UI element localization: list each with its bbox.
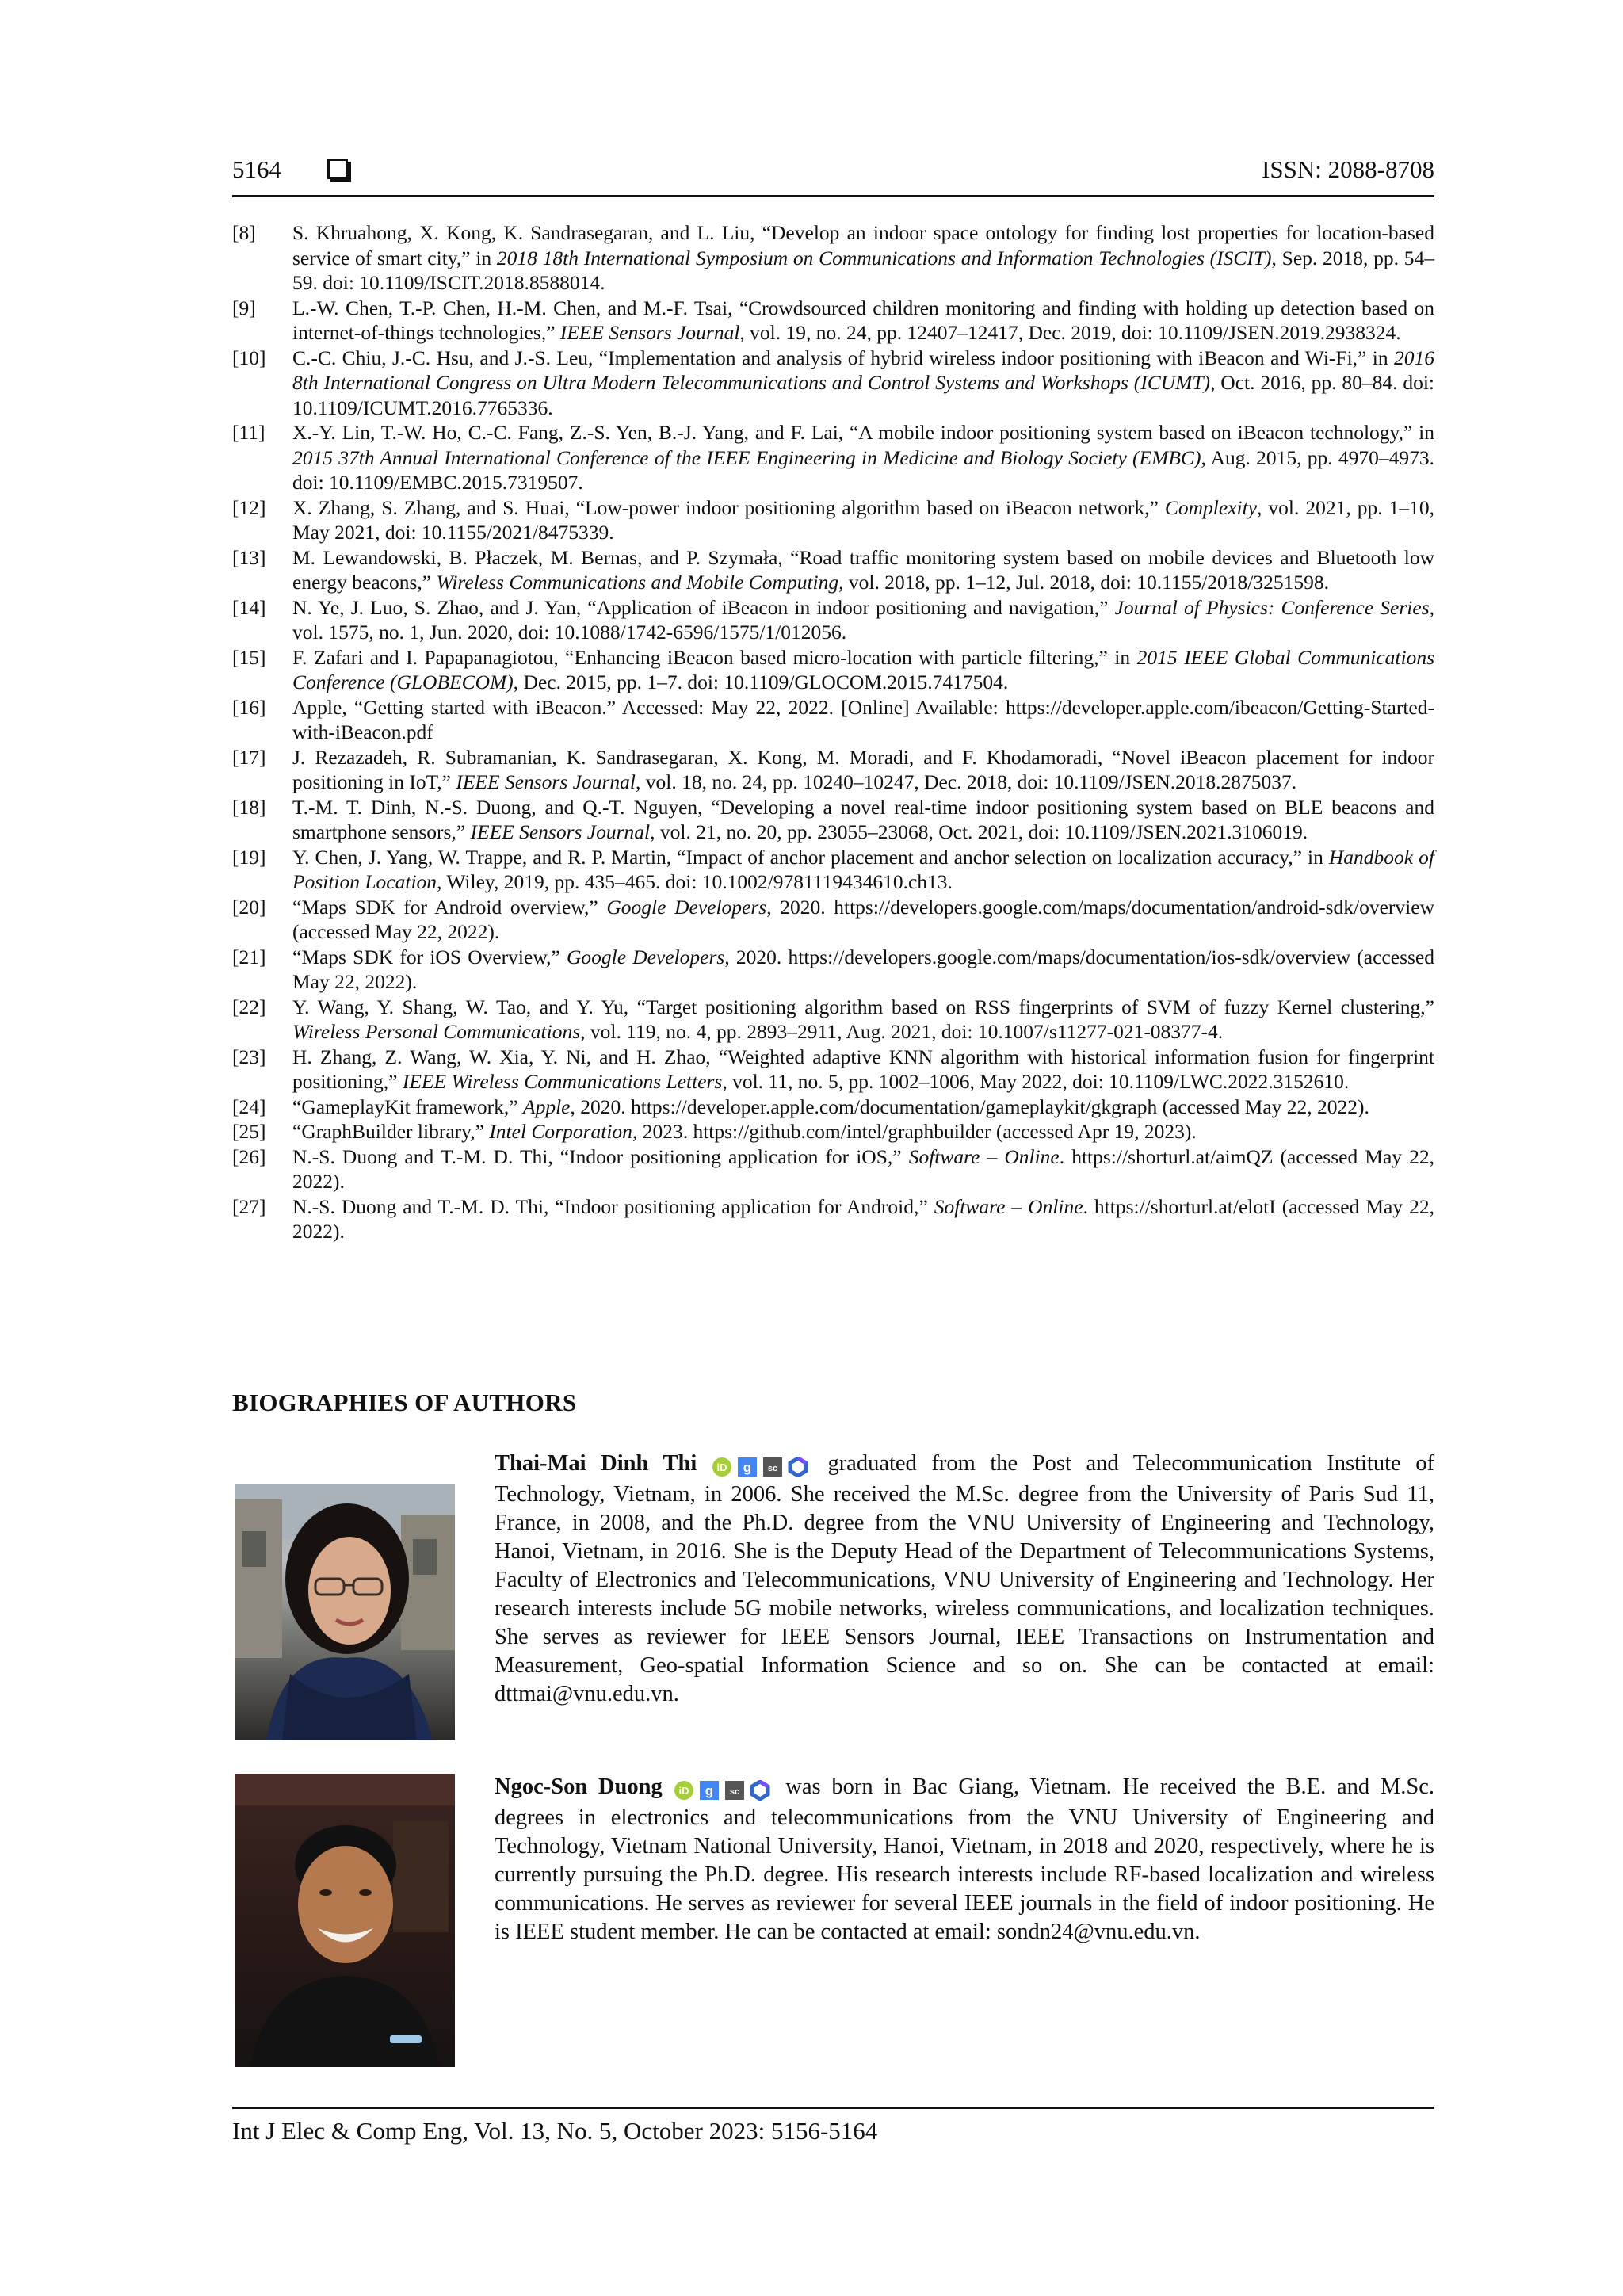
author-photo-thai-mai: [235, 1484, 455, 1740]
footer-citation: Int J Elec & Comp Eng, Vol. 13, No. 5, October 2023: 5156-5164: [232, 2117, 878, 2145]
reference-number: [19]: [232, 845, 266, 869]
publons-icon[interactable]: [788, 1457, 808, 1477]
reference-number: [15]: [232, 645, 266, 669]
reference-text: T.-M. T. Dinh, N.-S. Duong, and Q.-T. Nguyen, “Developing a novel real-time indoor positioning system based on BLE beacons and smartphone sensors,”: [292, 795, 1434, 843]
reference-item: [232, 1045, 1434, 1095]
reference-text: X. Zhang, S. Zhang, and S. Huai, “Low-power indoor positioning algorithm based on iBeacon network,”: [292, 495, 1165, 519]
reference-text: , vol. 119, no. 4, pp. 2893–2911, Aug. 2021, doi: 10.1007/s11277-021-08377-4.: [580, 1020, 1224, 1043]
reference-text: , vol. 19, no. 24, pp. 12407–12417, Dec. 2019, doi: 10.1109/JSEN.2019.2938324.: [739, 321, 1401, 344]
reference-list: [232, 220, 1434, 1244]
reference-venue: Journal of Physics: Conference Series: [1114, 595, 1430, 619]
reference-number: [8]: [232, 221, 256, 244]
reference-text: , Wiley, 2019, pp. 435–465. doi: 10.1002/9781119434610.ch13.: [437, 870, 953, 893]
reference-text: N.-S. Duong and T.-M. D. Thi, “Indoor positioning application for Android,”: [292, 1194, 934, 1218]
reference-venue: Wireless Communications and Mobile Computing: [436, 571, 839, 594]
portrait-woman-illustration: [235, 1484, 455, 1740]
reference-text: . https://shorturl.at/elotI (accessed May 22, 2022).: [292, 1194, 1434, 1243]
reference-text: F. Zafari and I. Papapanagiotou, “Enhancing iBeacon based micro-location with particle filtering,” in: [292, 645, 1137, 669]
reference-venue: 2015 IEEE Global Communications Conference (GLOBECOM): [292, 645, 1434, 693]
reference-text: , vol. 1575, no. 1, Jun. 2020, doi: 10.1088/1742-6596/1575/1/012056.: [292, 595, 1434, 644]
orcid-icon[interactable]: [674, 1780, 694, 1801]
reference-venue: IEEE Sensors Journal: [456, 770, 636, 793]
reference-text: J. Rezazadeh, R. Subramanian, K. Sandrasegaran, X. Kong, M. Moradi, and F. Khodamoradi, “Novel iBeacon placement for indoor positioning in IoT,”: [292, 745, 1434, 793]
scopus-icon[interactable]: [724, 1780, 745, 1801]
reference-item: [232, 420, 1434, 495]
reference-item: [232, 495, 1434, 545]
reference-number: [20]: [232, 895, 266, 919]
reference-item: [232, 845, 1434, 895]
reference-number: [17]: [232, 745, 266, 769]
reference-text: “GraphBuilder library,”: [292, 1120, 490, 1143]
author-bio-text: was born in Bac Giang, Vietnam. He received the B.E. and M.Sc. degrees in electronics and telecommunications from the VNU University of Engineering and Technology, Vietnam National University, Hanoi, Vietnam, in 2018 and 2020, respectively, where he is currently pursuing the Ph.D. degree. His research interests include RF-based localization and wireless communications. He serves as reviewer for several IEEE journals in the field of indoor positioning. He is IEEE student member. He can be contacted at email: sondn24@vnu.edu.vn.: [495, 1775, 1434, 1944]
reference-number: [23]: [232, 1045, 266, 1068]
reference-text: , 2023. https://github.com/intel/graphbuilder (accessed Apr 19, 2023).: [632, 1120, 1197, 1143]
reference-item: [232, 745, 1434, 795]
profile-icons: [674, 1775, 775, 1804]
reference-number: [22]: [232, 995, 266, 1018]
reference-venue: Software – Online: [908, 1144, 1060, 1168]
reference-item: [232, 945, 1434, 995]
author-bio-text: graduated from the Post and Telecommunication Institute of Technology, Vietnam, in 2006. She received the M.Sc. degree from the University of Paris Sud 11, France, in 2008, and the Ph.D. degree from the VNU University of Engineering and Technology, Hanoi, Vietnam, in 2016. She is the Deputy Head of the Department of Telecommunications Systems, Faculty of Electronics and Telecommunications, VNU University of Engineering and Technology. Her research interests include 5G mobile networks, wireless communications, and localization techniques. She serves as reviewer for IEEE Sensors Journal, IEEE Transactions on Instrumentation and Measurement, Geo-spatial Information Science and so on. She can be contacted at email: dttmai@vnu.edu.vn.: [495, 1451, 1434, 1706]
reference-number: [11]: [232, 421, 265, 444]
reference-text: Y. Wang, Y. Shang, W. Tao, and Y. Yu, “Target positioning algorithm based on RSS fingerprints of SVM of fuzzy Kernel clustering,”: [292, 995, 1434, 1018]
svg-text:g: g: [743, 1460, 752, 1476]
reference-number: [9]: [232, 296, 256, 319]
reference-text: , 2020. https://developers.google.com/maps/documentation/android-sdk/overview (accessed May 22, 2022).: [292, 895, 1434, 943]
reference-venue: IEEE Sensors Journal: [470, 820, 651, 843]
svg-text:iD: iD: [716, 1461, 727, 1474]
reference-item: [232, 795, 1434, 845]
reference-text: , vol. 18, no. 24, pp. 10240–10247, Dec. 2018, doi: 10.1109/JSEN.2018.2875037.: [635, 770, 1297, 793]
reference-item: [232, 220, 1434, 296]
reference-text: , vol. 11, no. 5, pp. 1002–1006, May 2022, doi: 10.1109/LWC.2022.3152610.: [722, 1070, 1350, 1093]
page-number: 5164: [232, 155, 281, 183]
reference-venue: Apple: [523, 1095, 571, 1118]
reference-venue: 2015 37th Annual International Conference of the IEEE Engineering in Medicine and Biology Society (EMBC): [292, 445, 1201, 469]
reference-text: M. Lewandowski, B. Płaczek, M. Bernas, and P. Szymała, “Road traffic monitoring system based on mobile devices and Bluetooth low energy beacons,”: [292, 545, 1434, 594]
reference-item: [232, 695, 1434, 745]
author-bio-1: [495, 1450, 1434, 1709]
reference-text: , Sep. 2018, pp. 54–59. doi: 10.1109/ISCIT.2018.8588014.: [292, 246, 1434, 294]
reference-item: [232, 595, 1434, 645]
page-header: [232, 155, 1434, 197]
reference-item: [232, 1119, 1434, 1144]
scopus-icon[interactable]: [762, 1457, 783, 1477]
reference-text: “Maps SDK for Android overview,”: [292, 895, 607, 919]
google-scholar-icon[interactable]: [737, 1457, 758, 1477]
reference-venue: IEEE Sensors Journal: [559, 321, 740, 344]
google-scholar-icon[interactable]: [699, 1780, 720, 1801]
reference-number: [18]: [232, 795, 266, 819]
reference-text: L.-W. Chen, T.-P. Chen, H.-M. Chen, and M.-F. Tsai, “Crowdsourced children monitoring and finding with holding up detection based on internet-of-things technologies,”: [292, 296, 1434, 344]
reference-venue: 2018 18th International Symposium on Communications and Information Technologies (ISCIT): [496, 246, 1272, 269]
reference-venue: Google Developers: [566, 945, 725, 968]
svg-text:g: g: [705, 1783, 713, 1799]
reference-item: [232, 1194, 1434, 1244]
reference-number: [14]: [232, 595, 266, 619]
reference-text: Apple, “Getting started with iBeacon.” Accessed: May 22, 2022. [Online] Available: https://developer.apple.com/ibeacon/Getting-Started-with-iBeacon.pdf: [292, 695, 1434, 743]
reference-venue: IEEE Wireless Communications Letters: [402, 1070, 723, 1093]
issn: ISSN: 2088-8708: [1262, 155, 1434, 183]
author-photo-ngoc-son: [235, 1774, 455, 2067]
reference-text: , 2020. https://developer.apple.com/documentation/gameplaykit/gkgraph (accessed May 22, 2022).: [570, 1095, 1369, 1118]
reference-text: , Aug. 2015, pp. 4970–4973. doi: 10.1109/EMBC.2015.7319507.: [292, 445, 1434, 494]
reference-item: [232, 1144, 1434, 1194]
reference-venue: Handbook of Position Location: [292, 845, 1434, 893]
reference-text: N.-S. Duong and T.-M. D. Thi, “Indoor positioning application for iOS,”: [292, 1144, 909, 1168]
reference-number: [13]: [232, 545, 266, 569]
reference-item: [232, 346, 1434, 421]
svg-text:sc: sc: [767, 1464, 777, 1474]
orcid-icon[interactable]: [712, 1457, 732, 1477]
svg-text:iD: iD: [678, 1785, 689, 1797]
square-bullet-icon: [327, 159, 348, 179]
reference-item: [232, 1095, 1434, 1120]
reference-text: “GameplayKit framework,”: [292, 1095, 523, 1118]
reference-text: “Maps SDK for iOS Overview,”: [292, 945, 567, 968]
reference-number: [12]: [232, 495, 266, 519]
reference-number: [24]: [232, 1095, 266, 1118]
reference-text: , Oct. 2016, pp. 80–84. doi: 10.1109/ICUMT.2016.7765336.: [292, 371, 1434, 419]
reference-text: , Dec. 2015, pp. 1–7. doi: 10.1109/GLOCOM.2015.7417504.: [513, 670, 1009, 693]
reference-text: X.-Y. Lin, T.-W. Ho, C.-C. Fang, Z.-S. Yen, B.-J. Yang, and F. Lai, “A mobile indoor positioning system based on iBeacon technology,” in: [292, 421, 1434, 444]
reference-venue: Software – Online: [934, 1194, 1083, 1218]
author-name: Thai-Mai Dinh Thi: [495, 1451, 697, 1476]
reference-number: [26]: [232, 1144, 266, 1168]
reference-venue: Complexity: [1164, 495, 1258, 519]
reference-text: , vol. 21, no. 20, pp. 23055–23068, Oct. 2021, doi: 10.1109/JSEN.2021.3106019.: [650, 820, 1308, 843]
reference-text: C.-C. Chiu, J.-C. Hsu, and J.-S. Leu, “Implementation and analysis of hybrid wireless indoor positioning with iBeacon and Wi-Fi,” in: [292, 346, 1394, 369]
author-name: Ngoc-Son Duong: [495, 1775, 663, 1799]
reference-text: , 2020. https://developers.google.com/maps/documentation/ios-sdk/overview (accessed May 22, 2022).: [292, 945, 1434, 993]
reference-text: Y. Chen, J. Yang, W. Trappe, and R. P. Martin, “Impact of anchor placement and anchor selection on localization accuracy,” in: [292, 845, 1329, 869]
biographies-heading: BIOGRAPHIES OF AUTHORS: [232, 1389, 577, 1416]
reference-text: , vol. 2018, pp. 1–12, Jul. 2018, doi: 10.1155/2018/3251598.: [838, 571, 1329, 594]
reference-number: [16]: [232, 695, 266, 719]
reference-text: S. Khruahong, X. Kong, K. Sandrasegaran, and L. Liu, “Develop an indoor space ontology for finding lost properties for location-based service of smart city,” in: [292, 221, 1434, 269]
reference-item: [232, 995, 1434, 1045]
reference-item: [232, 895, 1434, 945]
reference-item: [232, 296, 1434, 346]
profile-icons: [712, 1452, 813, 1480]
page-footer: [232, 2107, 1434, 2145]
reference-text: H. Zhang, Z. Wang, W. Xia, Y. Ni, and H. Zhao, “Weighted adaptive KNN algorithm with historical information fusion for fingerprint positioning,”: [292, 1045, 1434, 1093]
reference-text: N. Ye, J. Luo, S. Zhao, and J. Yan, “Application of iBeacon in indoor positioning and navigation,”: [292, 595, 1115, 619]
svg-text:sc: sc: [729, 1787, 739, 1797]
reference-text: . https://shorturl.at/aimQZ (accessed May 22, 2022).: [292, 1144, 1434, 1193]
reference-venue: Wireless Personal Communications: [292, 1020, 581, 1043]
reference-text: , vol. 2021, pp. 1–10, May 2021, doi: 10.1155/2021/8475339.: [292, 495, 1434, 544]
reference-item: [232, 645, 1434, 695]
publons-icon[interactable]: [750, 1780, 770, 1801]
reference-number: [21]: [232, 945, 266, 968]
reference-venue: Intel Corporation: [489, 1120, 632, 1143]
reference-item: [232, 545, 1434, 595]
reference-venue: Google Developers: [606, 895, 767, 919]
reference-venue: 2016 8th International Congress on Ultra Modern Telecommunications and Control Systems and Workshops (ICUMT): [292, 346, 1434, 394]
reference-number: [27]: [232, 1194, 266, 1218]
portrait-man-illustration: [235, 1774, 455, 2067]
author-bio-2: [495, 1773, 1434, 1946]
reference-number: [10]: [232, 346, 266, 369]
reference-number: [25]: [232, 1120, 266, 1143]
